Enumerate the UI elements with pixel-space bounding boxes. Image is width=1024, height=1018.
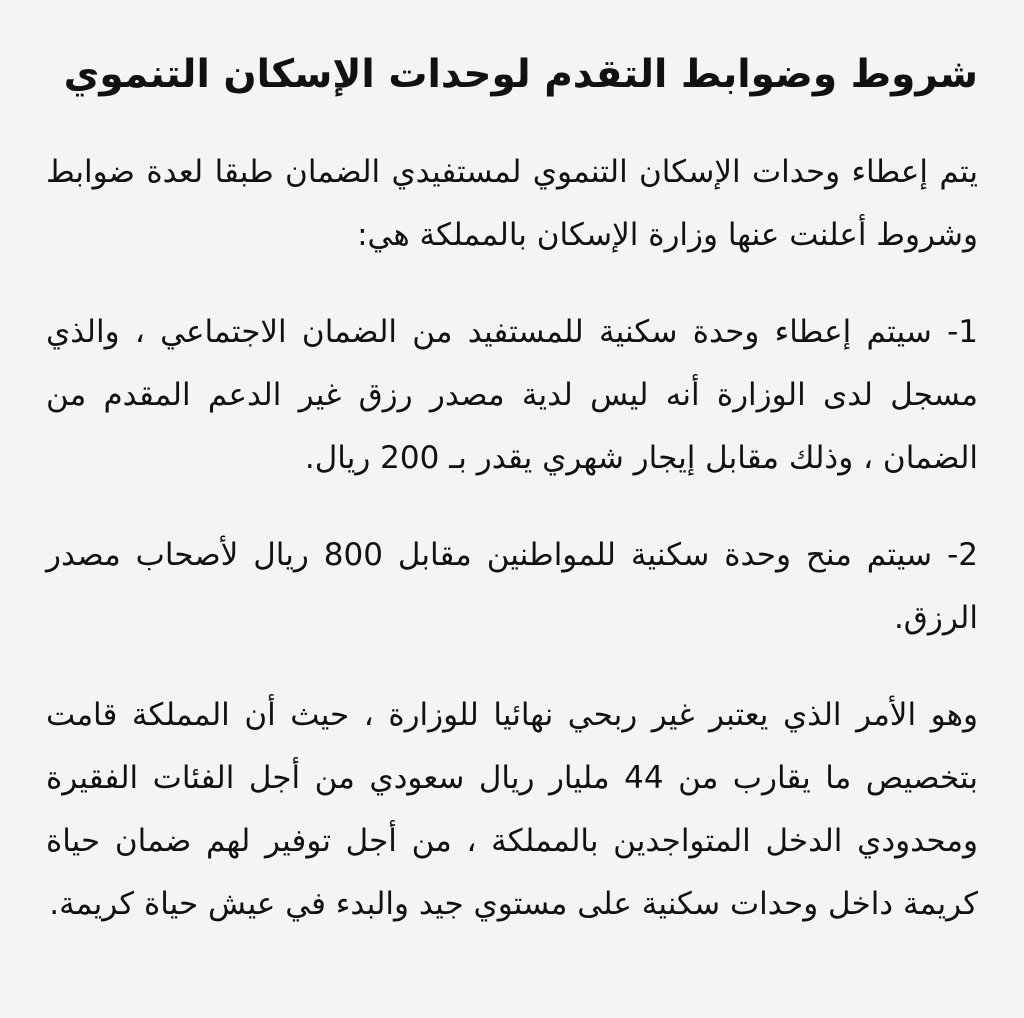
intro-paragraph: يتم إعطاء وحدات الإسكان التنموي لمستفيدي الضمان طبقا لعدة ضوابط وشروط أعلنت عنها وزارة الإسكان بالمملكة هي: xyxy=(46,153,978,253)
condition-1-paragraph: 1- سيتم إعطاء وحدة سكنية للمستفيد من الضمان الاجتماعي ، والذي مسجل لدى الوزارة أنه ليس لدية مصدر رزق غير الدعم المقدم من الضمان ، وذلك مقابل إيجار شهري يقدر بـ 200 ريال. xyxy=(46,313,978,476)
conclusion-paragraph: وهو الأمر الذي يعتبر غير ربحي نهائيا للوزارة ، حيث أن المملكة قامت بتخصيص ما يقارب من 44 مليار ريال سعودي من أجل الفئات الفقيرة ومحدودي الدخل المتواجدين بالمملكة ، من أجل توفير لهم ضمان حياة كريمة داخل وحدات سكنية على مستوي جيد والبدء في عيش حياة كريمة. xyxy=(46,696,979,922)
condition-2-paragraph: 2- سيتم منح وحدة سكنية للمواطنين مقابل 800 ريال لأصحاب مصدر الرزق. xyxy=(46,536,978,636)
article-title: شروط وضوابط التقدم لوحدات الإسكان التنموي xyxy=(63,52,978,97)
